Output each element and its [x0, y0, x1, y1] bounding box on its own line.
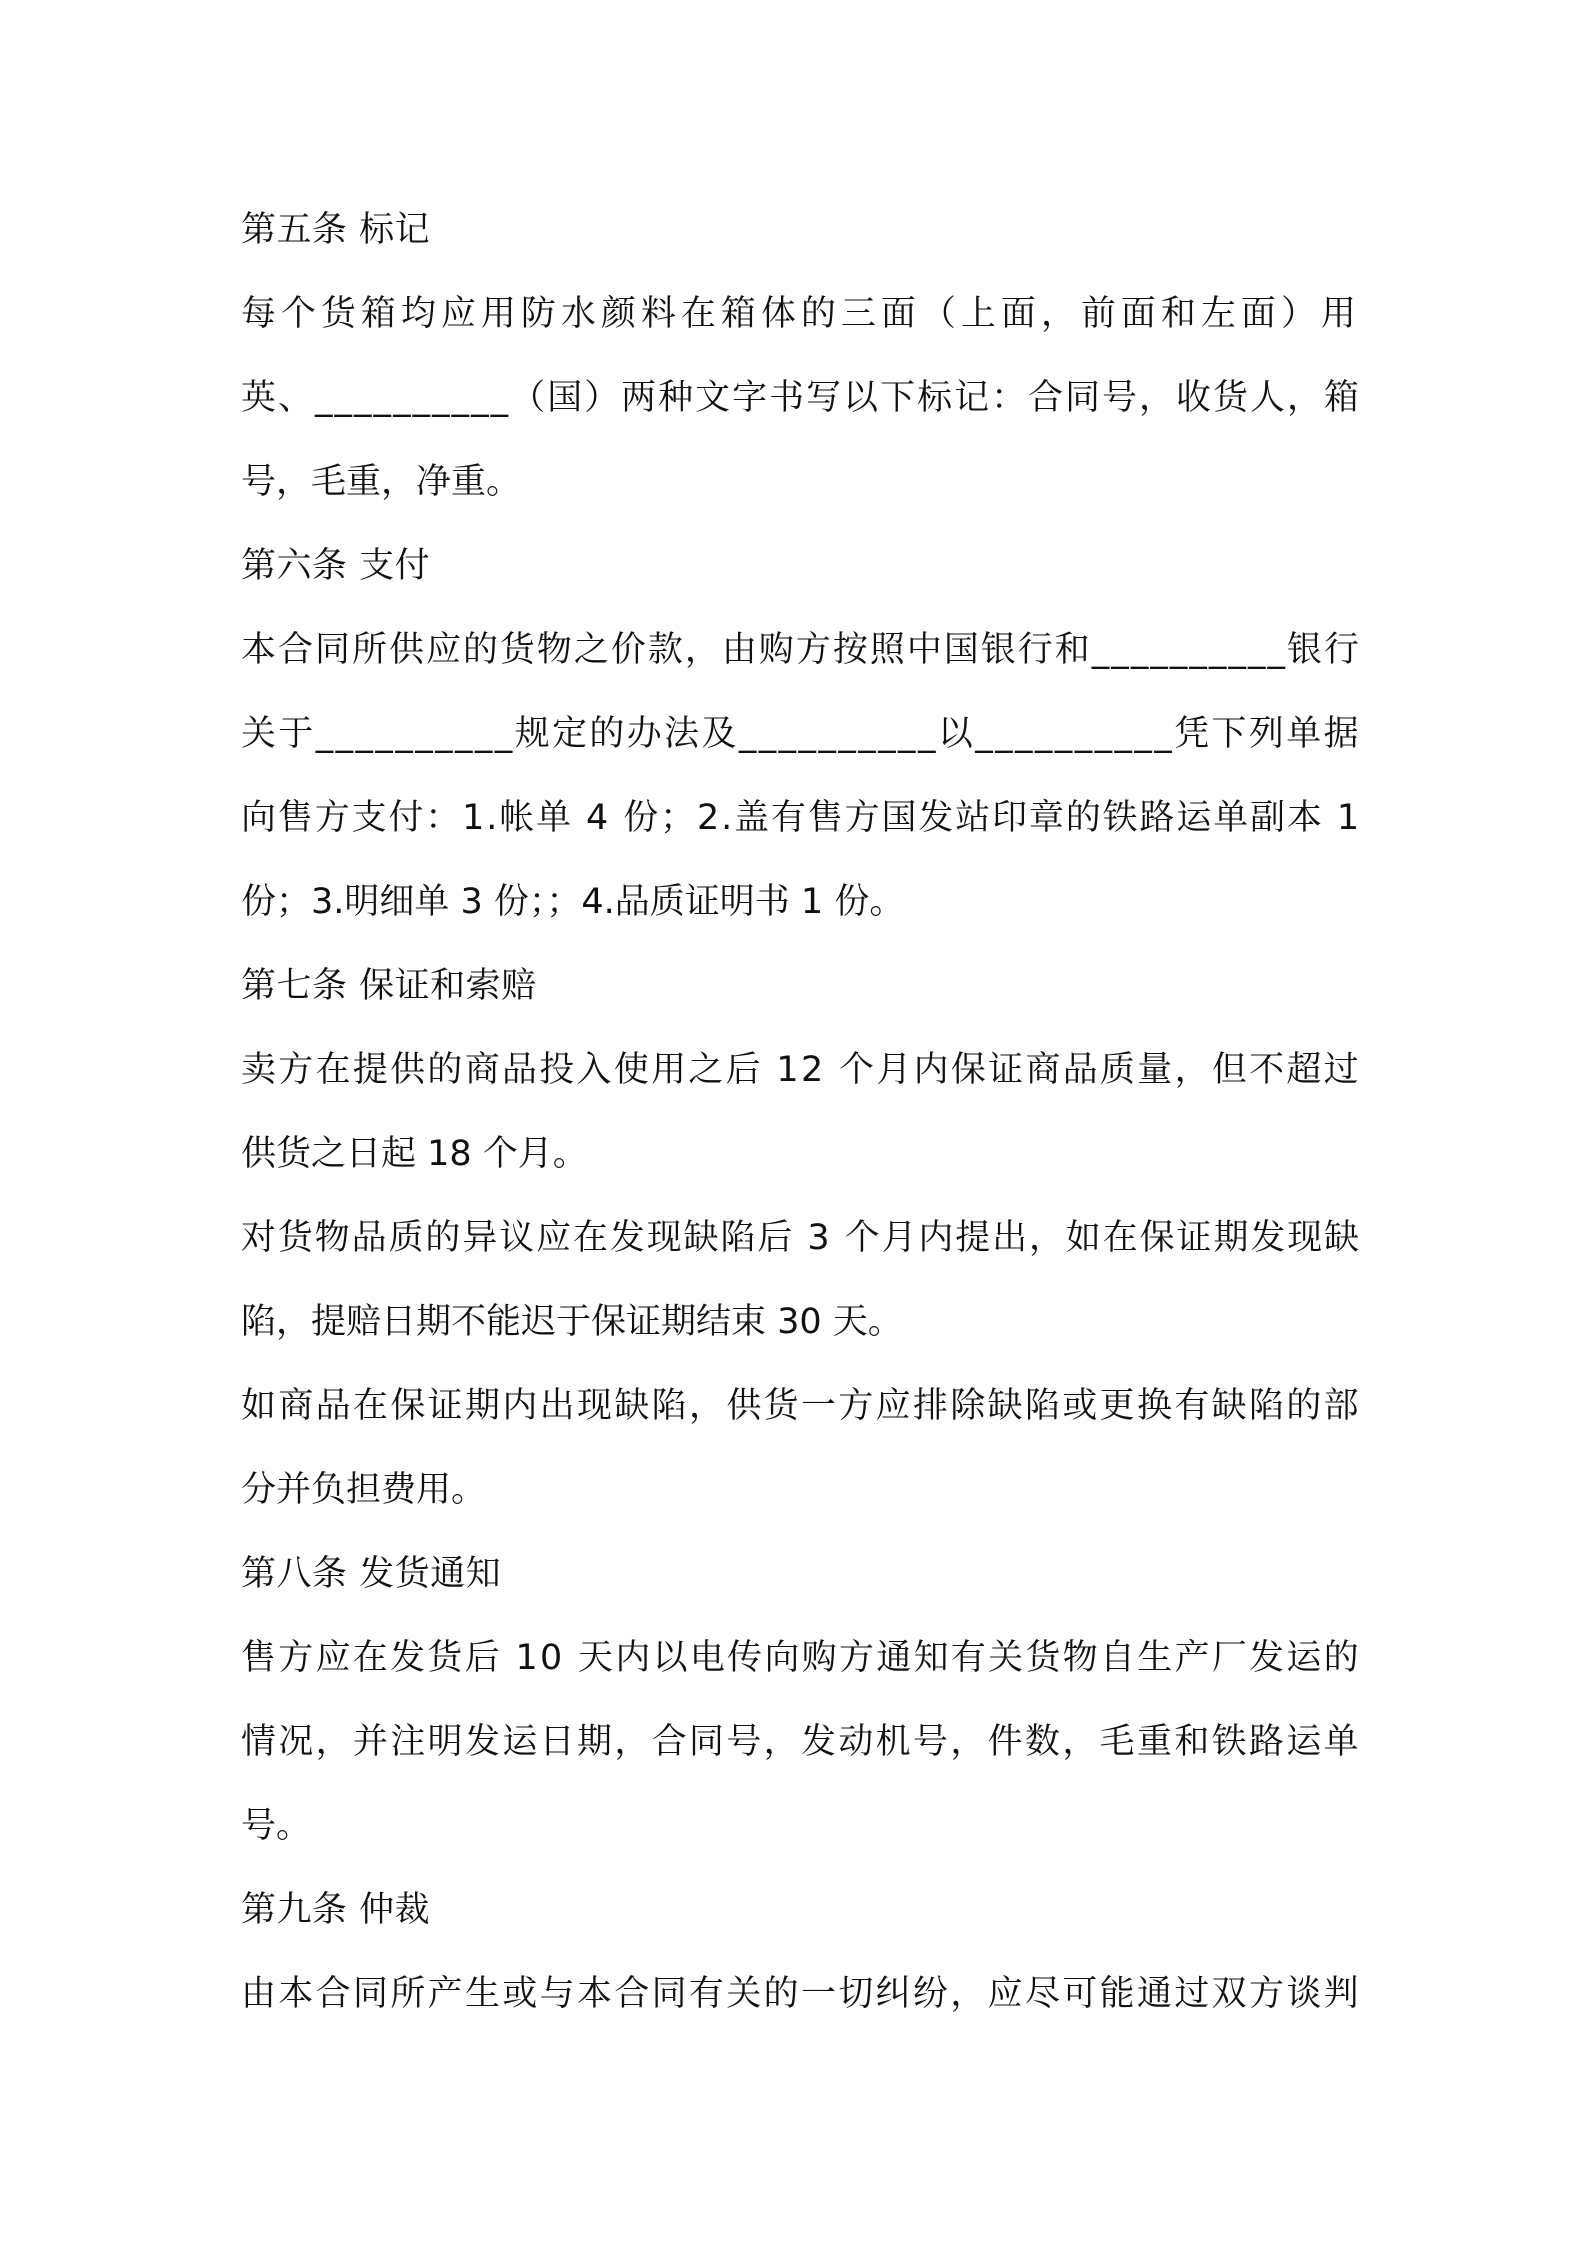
article-8-paragraph-line: 售方应在发货后 10 天内以电传向购方通知有关货物自生产厂发运的	[241, 1638, 1361, 1678]
article-5-paragraph-line: 英、__________（国）两种文字书写以下标记：合同号，收货人，箱	[241, 378, 1361, 418]
article-5-paragraph-line: 号，毛重，净重。	[241, 462, 522, 502]
article-5-heading: 第五条 标记	[241, 210, 431, 250]
article-8-heading: 第八条 发货通知	[241, 1554, 502, 1594]
article-6-paragraph-line: 向售方支付：1.帐单 4 份；2.盖有售方国发站印章的铁路运单副本 1	[241, 798, 1361, 838]
article-7-paragraph-line: 供货之日起 18 个月。	[241, 1134, 588, 1174]
article-7-heading: 第七条 保证和索赔	[241, 966, 537, 1006]
contract-text	[241, 188, 1361, 2036]
article-7-paragraph-line: 对货物品质的异议应在发现缺陷后 3 个月内提出，如在保证期发现缺	[241, 1218, 1361, 1258]
article-7-paragraph-line: 卖方在提供的商品投入使用之后 12 个月内保证商品质量，但不超过	[241, 1050, 1361, 1090]
article-9-paragraph-line: 由本合同所产生或与本合同有关的一切纠纷，应尽可能通过双方谈判	[241, 1974, 1361, 2014]
article-6-heading: 第六条 支付	[241, 546, 431, 586]
article-7-paragraph-line: 陷，提赔日期不能迟于保证期结束 30 天。	[241, 1302, 903, 1342]
article-5-paragraph-line: 每个货箱均应用防水颜料在箱体的三面（上面，前面和左面）用	[241, 294, 1361, 334]
article-6-paragraph-line: 关于__________规定的办法及__________以__________凭下列单据	[241, 714, 1361, 754]
article-7-paragraph-line: 分并负担费用。	[241, 1470, 487, 1510]
article-8-paragraph-line: 号。	[241, 1806, 312, 1846]
article-6-paragraph-line: 本合同所供应的货物之价款，由购方按照中国银行和__________银行	[241, 630, 1361, 670]
article-8-paragraph-line: 情况，并注明发运日期，合同号，发动机号，件数，毛重和铁路运单	[241, 1722, 1361, 1762]
article-6-paragraph-line: 份；3.明细单 3 份；；4.品质证明书 1 份。	[241, 882, 905, 922]
article-9-heading: 第九条 仲裁	[241, 1890, 431, 1930]
article-7-paragraph-line: 如商品在保证期内出现缺陷，供货一方应排除缺陷或更换有缺陷的部	[241, 1386, 1361, 1426]
